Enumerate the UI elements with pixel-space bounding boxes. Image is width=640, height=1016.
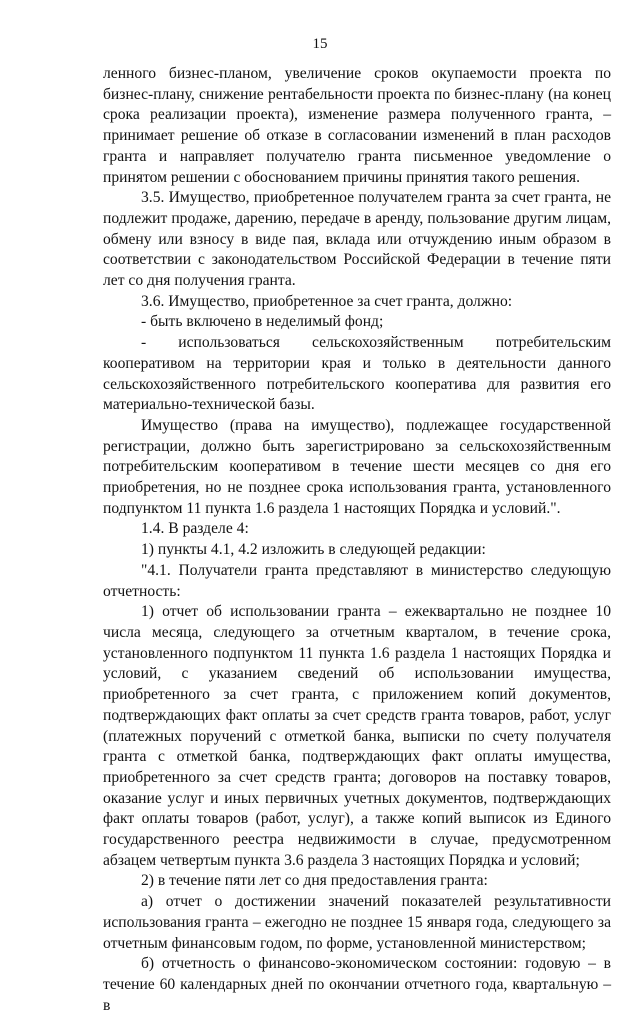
paragraph-4-1: "4.1. Получатели гранта представляют в министерство следующую отчетность: (103, 561, 611, 600)
paragraph-1-4: 1.4. В разделе 4: (141, 520, 249, 538)
paragraph-items-4-1-4-2: 1) пункты 4.1, 4.2 изложить в следующей редакции: (141, 541, 486, 559)
page-number: 15 (312, 36, 328, 52)
paragraph-continuation: ленного бизнес-планом, увеличение сроков окупаемости проекта по бизнес-плану, снижение рентабельности проекта по бизнес-плану (на конец срока реализации проекта), изменение размера полученного гранта, – принимает решение об отказе в согласовании изменений в план расходов гранта и направляет получателю гранта письменное уведомление о принятом решении с обоснованием причины принятия такого решения. (103, 65, 611, 186)
paragraph-report-usage: 1) отчет об использовании гранта – ежеквартально не позднее 10 числа месяца, следующего за отчетным кварталом, в течение срока, установленного подпунктом 11 пункта 1.6 раздела 1 настоящих Порядка и условий, с указанием сведений об использовании имущества, приобретенного за счет гранта, с приложением копий документов, подтверждающих факт оплаты за счет средств гранта товаров, работ, услуг (платежных поручений с отметкой банка, выписки по счету получателя гранта с отметкой банка, подтверждающих факт оплаты имущества, приобретенного за счет средств гранта; договоров на поставку товаров, оказание услуг и иных первичных учетных документов, подтверждающих факт оплаты товаров (работ, услуг), а также копий выписок из Единого государственного реестра недвижимости в случае, предусмотренном абзацем четвертым пункта 3.6 раздела 3 настоящих Порядка и условий; (103, 603, 611, 869)
paragraph-3-6: 3.6. Имущество, приобретенное за счет гранта, должно: (141, 292, 513, 310)
paragraph-report-indicators: а) отчет о достижении значений показателей результативности использования гранта – ежегодно не позднее 15 января года, следующего за отчетным финансовым годом, по форме, установленной министерством; (103, 893, 611, 952)
paragraph-3-5: 3.5. Имущество, приобретенное получателем гранта за счет гранта, не подлежит продаже, дарению, передаче в аренду, пользование другим лицам, обмену или взносу в виде пая, вклада или отчуждению иным образом в соответствии с законодательством Российской Федерации в течение пяти лет со дня получения гранта. (103, 189, 611, 290)
document-body (103, 64, 611, 1016)
paragraph-list-item-fund: - быть включено в неделимый фонд; (141, 313, 384, 331)
paragraph-five-years: 2) в течение пяти лет со дня предоставления гранта: (141, 872, 488, 890)
paragraph-list-item-usage: - использоваться сельскохозяйственным потребительским кооперативом на территории края и только в деятельности данного сельскохозяйственного потребительского кооператива для развития его материально-технической базы. (103, 334, 611, 414)
paragraph-financial-report: б) отчетность о финансово-экономическом состоянии: годовую – в течение 60 календарных дней по окончании отчетного года, квартальную – в (103, 955, 611, 1014)
paragraph-property-registration: Имущество (права на имущество), подлежащее государственной регистрации, должно быть зарегистрировано за сельскохозяйственным потребительским кооперативом в течение шести месяцев со дня его приобретения, но не позднее срока использования гранта, установленного подпунктом 11 пункта 1.6 раздела 1 настоящих Порядка и условий.". (103, 416, 611, 517)
